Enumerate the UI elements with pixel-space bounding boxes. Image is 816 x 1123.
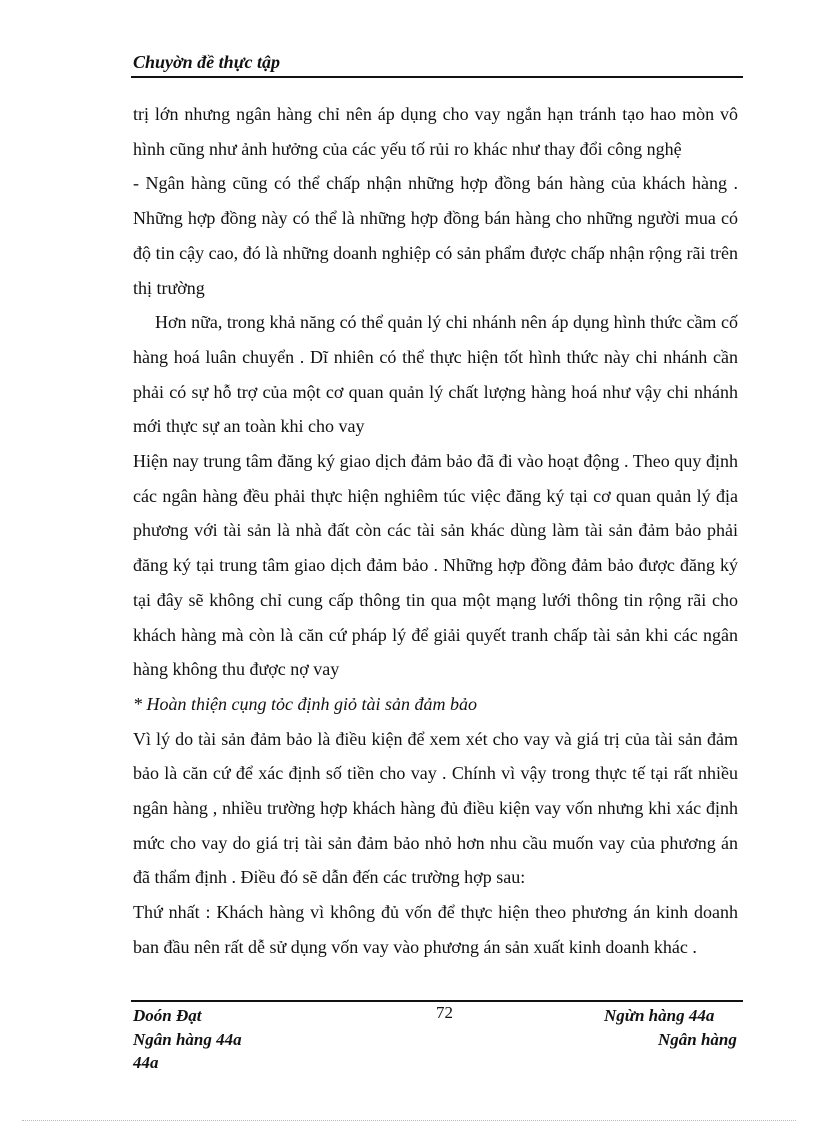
page-bottom-dotted-line [22,1120,796,1121]
paragraph: trị lớn nhưng ngân hàng chỉ nên áp dụng cho vay ngắn hạn tránh tạo hao mòn vô hình cũng như ảnh hưởng của các yếu tố rủi ro khác như thay đổi công nghệ [133,104,738,159]
paragraph: Hiện nay trung tâm đăng ký giao dịch đảm bảo đã đi vào hoạt động . Theo quy định các ngân hàng đều phải thực hiện nghiêm túc việc đăng ký tại cơ quan quản lý địa phương với tài sản là nhà đất còn các tài sản khác dùng làm tài sản đảm bảo phải đăng ký tại trung tâm giao dịch đảm bảo . Những hợp đồng đảm bảo được đăng ký tại đây sẽ không chỉ cung cấp thông tin qua một mạng lưới thông tin rộng rãi cho khách hàng mà còn là căn cứ pháp lý để giải quyết tranh chấp tài sản khi các ngân hàng không thu được nợ vay [133,451,738,680]
footer-bank-label: Ngân hàng [658,1030,737,1049]
document-body [133,97,738,965]
paragraph: - Ngân hàng cũng có thể chấp nhận những hợp đồng bán hàng của khách hàng . Những hợp đồng này có thể là những hợp đồng bán hàng cho những người mua có độ tin cậy cao, đó là những doanh nghiệp có sản phẩm được chấp nhận rộng rãi trên thị trường [133,173,738,298]
paragraph: Vì lý do tài sản đảm bảo là điều kiện để xem xét cho vay và giá trị của tài sản đảm bảo là căn cứ để xác định số tiền cho vay . Chính vì vậy trong thực tế tại rất nhiều ngân hàng , nhiều trường hợp khách hàng đủ điều kiện vay vốn nhưng khi xác định mức cho vay do giá trị tài sản đảm bảo nhỏ hơn nhu cầu muốn vay của phương án đã thẩm định . Điều đó sẽ dẫn đến các trường hợp sau: [133,728,738,888]
footer-class-right: Ngừn hàng 44a [604,1006,715,1025]
footer-class-suffix: 44a [133,1053,159,1072]
page-number: 72 [436,1003,453,1022]
paragraph: Hơn nữa, trong khả năng có thể quản lý chi nhánh nên áp dụng hình thức cầm cố hàng hoá luân chuyển . Dĩ nhiên có thể thực hiện tốt hình thức này chi nhánh cần phải có sự hỗ trợ của một cơ quan quản lý chất lượng hàng hoá như vậy chi nhánh mới thực sự an toàn khi cho vay [133,312,738,437]
footer-author: Doón Đạt [133,1006,202,1025]
section-heading: * Hoàn thiện cụng tỏc định giỏ tài sản đảm bảo [133,693,477,714]
page-header-title: Chuyờn đề thực tập [133,52,280,72]
footer-class-left: Ngân hàng 44a [133,1030,242,1049]
footer-divider [131,1000,743,1002]
header-divider [131,76,743,78]
paragraph: Thứ nhất : Khách hàng vì không đủ vốn để thực hiện theo phương án kinh doanh ban đầu nên rất dễ sử dụng vốn vay vào phương án sản xuất kinh doanh khác . [133,902,738,957]
